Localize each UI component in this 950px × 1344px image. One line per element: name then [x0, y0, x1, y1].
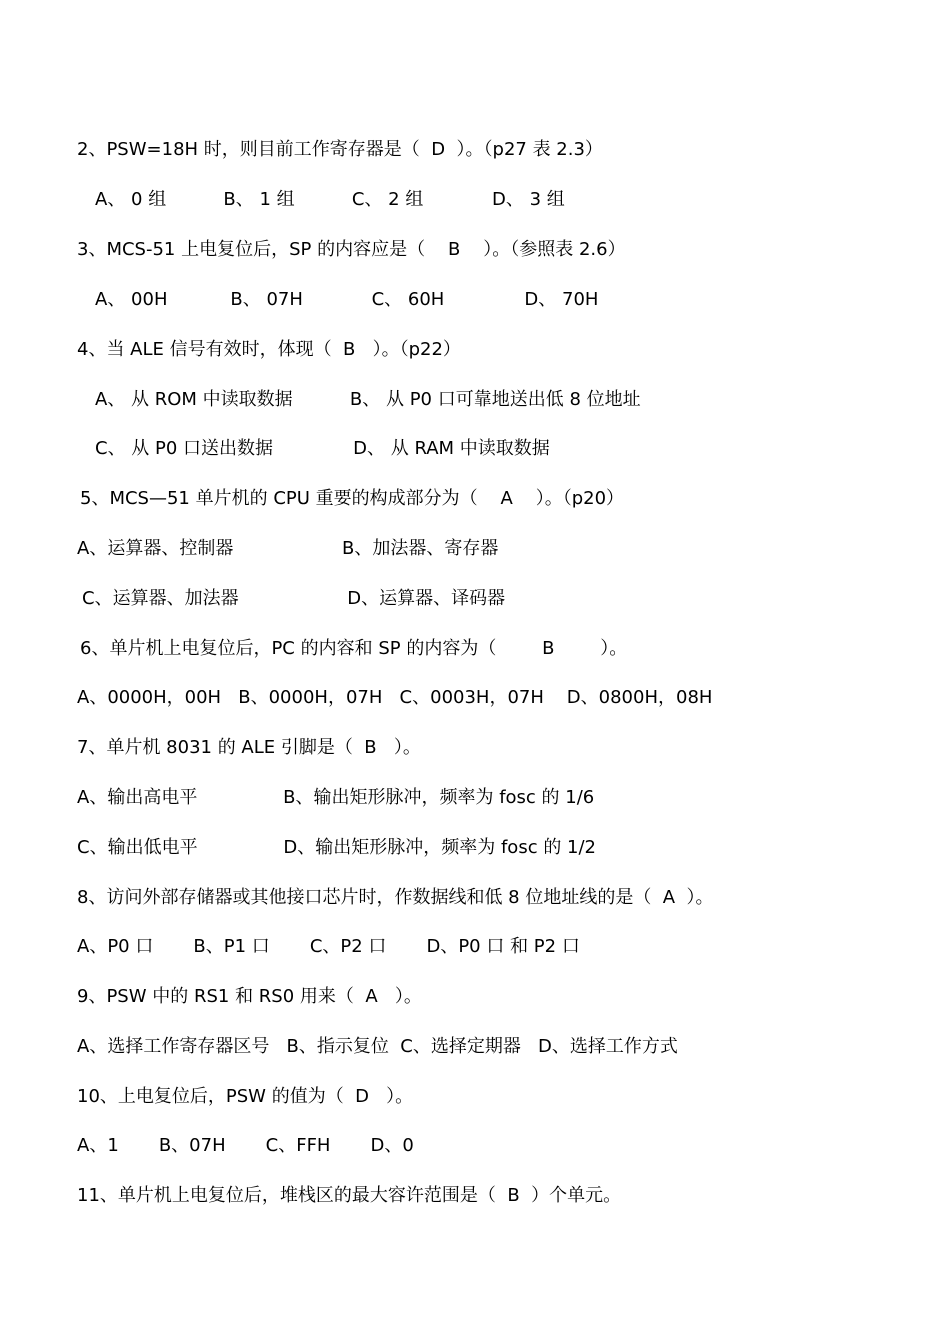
question-9: 9、PSW 中的 RS1 和 RS0 用来（ A ）。	[77, 986, 422, 1007]
question-9-options: A、选择工作寄存器区号 B、指示复位 C、选择定期器 D、选择工作方式	[77, 1036, 678, 1057]
question-8-options: A、P0 口 B、P1 口 C、P2 口 D、P0 口 和 P2 口	[77, 936, 580, 957]
question-4: 4、当 ALE 信号有效时，体现（ B ）。（p22）	[77, 339, 461, 360]
question-4-options-cd: C、 从 P0 口送出数据 D、 从 RAM 中读取数据	[95, 438, 550, 459]
question-7-options-ab: A、输出高电平 B、输出矩形脉冲，频率为 fosc 的 1/6	[77, 787, 595, 808]
question-2: 2、PSW=18H 时，则目前工作寄存器是（ D ）。（p27 表 2.3）	[77, 139, 603, 160]
question-7-options-cd: C、输出低电平 D、输出矩形脉冲，频率为 fosc 的 1/2	[77, 837, 597, 858]
question-11: 11、单片机上电复位后，堆栈区的最大容许范围是（ B ）个单元。	[77, 1185, 622, 1206]
question-5: 5、MCS—51 单片机的 CPU 重要的构成部分为（ A ）。（p20）	[80, 488, 625, 509]
question-10: 10、上电复位后，PSW 的值为（ D ）。	[77, 1086, 414, 1107]
question-2-options: A、 0 组 B、 1 组 C、 2 组 D、 3 组	[95, 189, 565, 210]
question-3-options: A、 00H B、 07H C、 60H D、 70H	[95, 289, 599, 310]
question-6-options: A、0000H，00H B、0000H，07H C、0003H，07H D、0800H，08H	[77, 687, 713, 708]
question-6: 6、单片机上电复位后，PC 的内容和 SP 的内容为（ B ）。	[80, 638, 628, 659]
question-10-options: A、1 B、07H C、FFH D、0	[77, 1135, 414, 1156]
question-8: 8、访问外部存储器或其他接口芯片时，作数据线和低 8 位地址线的是（ A ）。	[77, 887, 714, 908]
question-7: 7、单片机 8031 的 ALE 引脚是（ B ）。	[77, 737, 421, 758]
question-5-options-ab: A、运算器、控制器 B、加法器、寄存器	[77, 538, 499, 559]
question-3: 3、MCS-51 上电复位后，SP 的内容应是（ B ）。（参照表 2.6）	[77, 239, 626, 260]
question-4-options-ab: A、 从 ROM 中读取数据 B、 从 P0 口可靠地送出低 8 位地址	[95, 389, 641, 410]
question-5-options-cd: C、运算器、加法器 D、运算器、译码器	[82, 588, 506, 609]
